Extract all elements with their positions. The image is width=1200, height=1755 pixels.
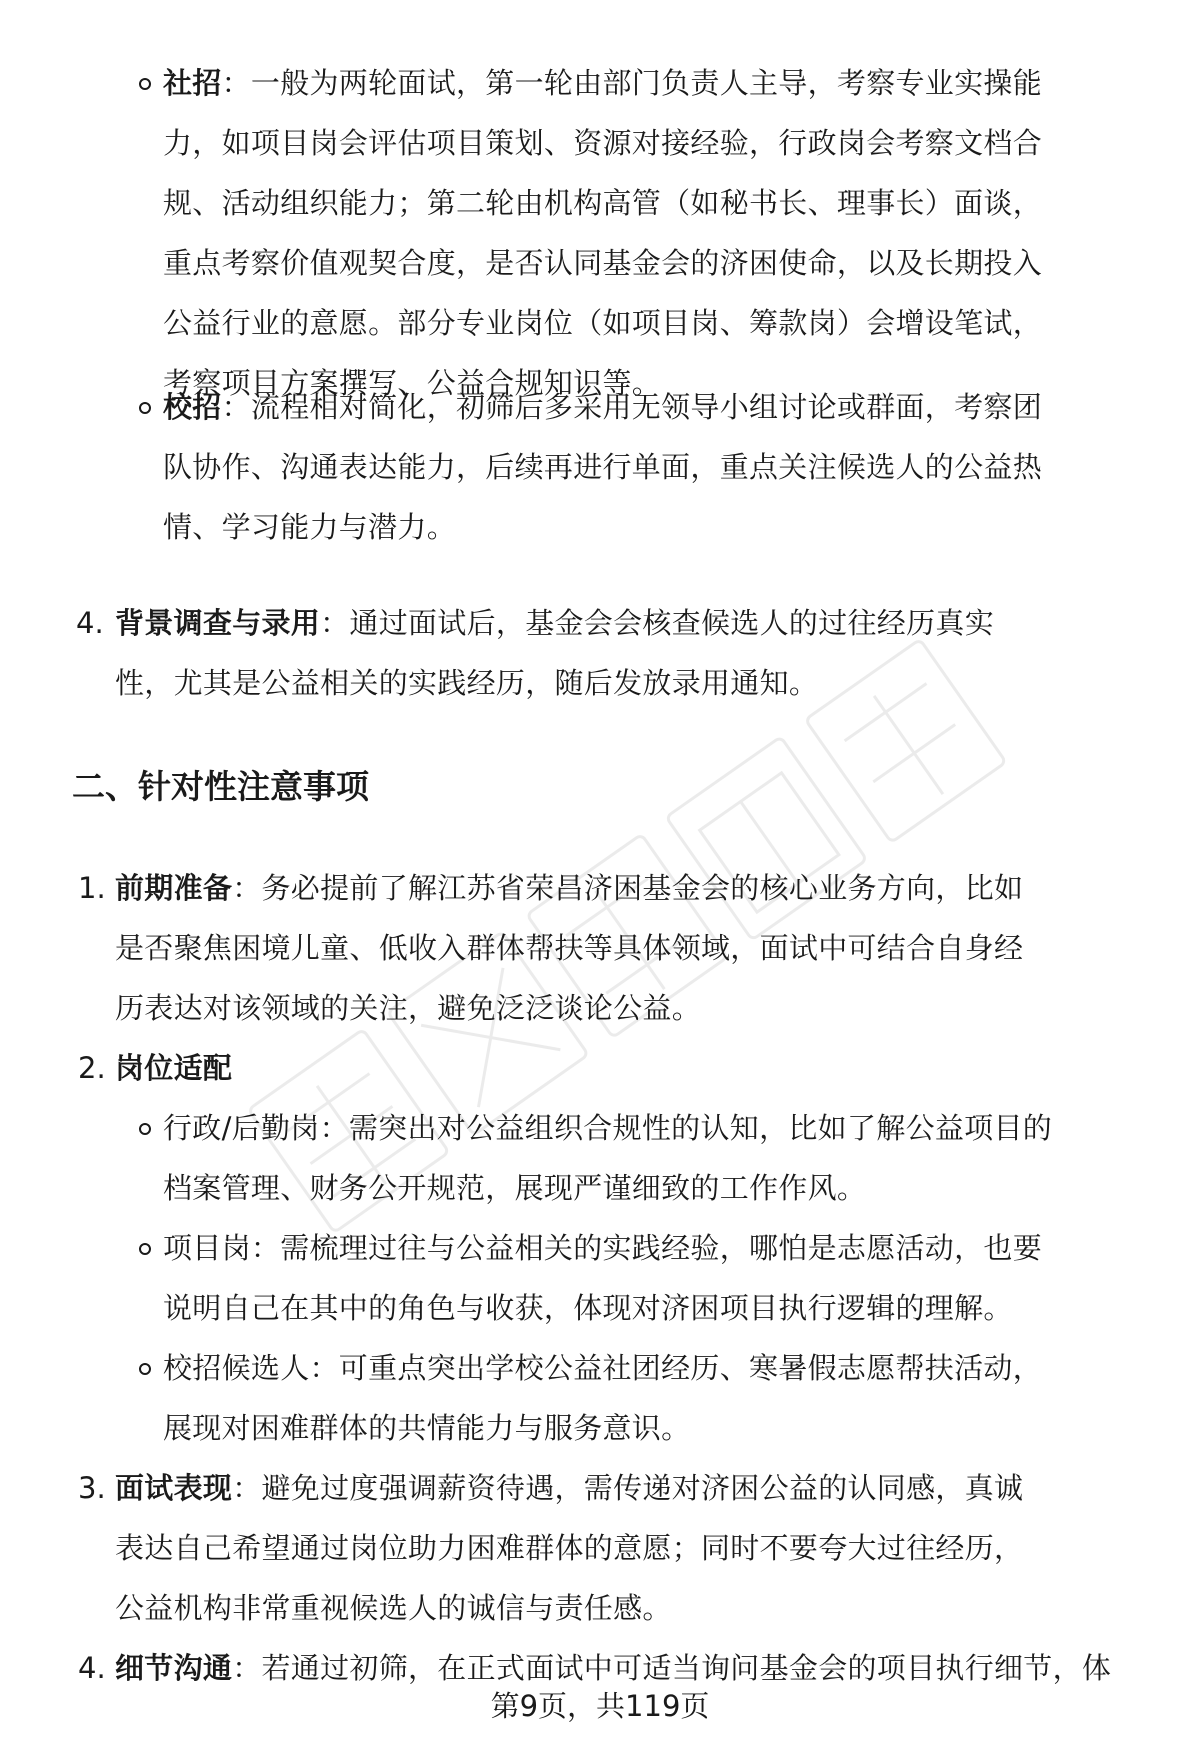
item-label: 细节沟通 [115, 1651, 233, 1685]
list-number: 3. [78, 1471, 106, 1505]
item-text: ：流程相对简化，初筛后多采用无领导小组讨论或群面，考察团队协作、沟通表达能力，后续再进行单面，重点关注候选人的公益热情、学习能力与潜力。 [163, 390, 1043, 544]
sub-item-campus [163, 1338, 1043, 1458]
list-item-position-fit [115, 1038, 1043, 1098]
item-label: 校招 [163, 390, 222, 424]
sub-item-project [163, 1218, 1043, 1338]
item-label: 社招 [163, 66, 222, 100]
list-item-shezhao [163, 53, 1043, 413]
list-item-background-check [115, 593, 1043, 713]
sub-item-text: 校招候选人：可重点突出学校公益社团经历、寒暑假志愿帮扶活动，展现对困难群体的共情能力与服务意识。 [163, 1351, 1043, 1445]
sub-item-admin [163, 1098, 1053, 1218]
section-heading: 二、针对性注意事项 [72, 767, 369, 806]
list-item-xiaozhao [163, 377, 1043, 557]
sub-bullet-icon [139, 1243, 151, 1255]
sub-bullet-icon [139, 1363, 151, 1375]
item-label: 背景调查与录用 [115, 606, 321, 640]
list-number: 2. [78, 1051, 106, 1085]
list-item-preparation [115, 858, 1043, 1038]
list-number: 4. [76, 606, 104, 640]
list-number: 4. [78, 1651, 106, 1685]
item-text: ：若通过初筛，在正式面试中可适当询问基金会的项目执行细节，体 [232, 1651, 1112, 1685]
sub-bullet-icon [139, 402, 151, 414]
sub-bullet-icon [139, 1123, 151, 1135]
item-text: ：务必提前了解江苏省荣昌济困基金会的核心业务方向，比如是否聚焦困境儿童、低收入群体帮扶等具体领域，面试中可结合自身经历表达对该领域的关注，避免泛泛谈论公益。 [115, 871, 1024, 1025]
sub-bullet-icon [139, 78, 151, 90]
sub-item-text: 项目岗：需梳理过往与公益相关的实践经验，哪怕是志愿活动，也要说明自己在其中的角色与收获，体现对济困项目执行逻辑的理解。 [163, 1231, 1043, 1325]
item-label: 面试表现 [115, 1471, 233, 1505]
sub-item-text: 行政/后勤岗：需突出对公益组织合规性的认知，比如了解公益项目的档案管理、财务公开规范，展现严谨细致的工作作风。 [163, 1111, 1053, 1205]
item-label: 前期准备 [115, 871, 233, 905]
item-label: 岗位适配 [115, 1051, 233, 1085]
item-text: ：通过面试后，基金会会核查候选人的过往经历真实性，尤其是公益相关的实践经历，随后发放录用通知。 [115, 606, 995, 700]
item-text: ：一般为两轮面试，第一轮由部门负责人主导，考察专业实操能力，如项目岗会评估项目策划、资源对接经验，行政岗会考察文档合规、活动组织能力；第二轮由机构高管（如秘书长、理事长）面谈，重点考察价值观契合度，是否认同基金会的济困使命，以及长期投入公益行业的意愿。部分专业岗位（如项目岗、筹款岗）会增设笔试，考察项目方案撰写、公益合规知识等。 [163, 66, 1043, 400]
page-footer: 第9页，共119页 [490, 1689, 710, 1723]
list-number: 1. [78, 871, 106, 905]
item-text: ：避免过度强调薪资待遇，需传递对济困公益的认同感，真诚表达自己希望通过岗位助力困难群体的意愿；同时不要夸大过往经历，公益机构非常重视候选人的诚信与责任感。 [115, 1471, 1024, 1625]
list-item-interview-performance [115, 1458, 1043, 1638]
